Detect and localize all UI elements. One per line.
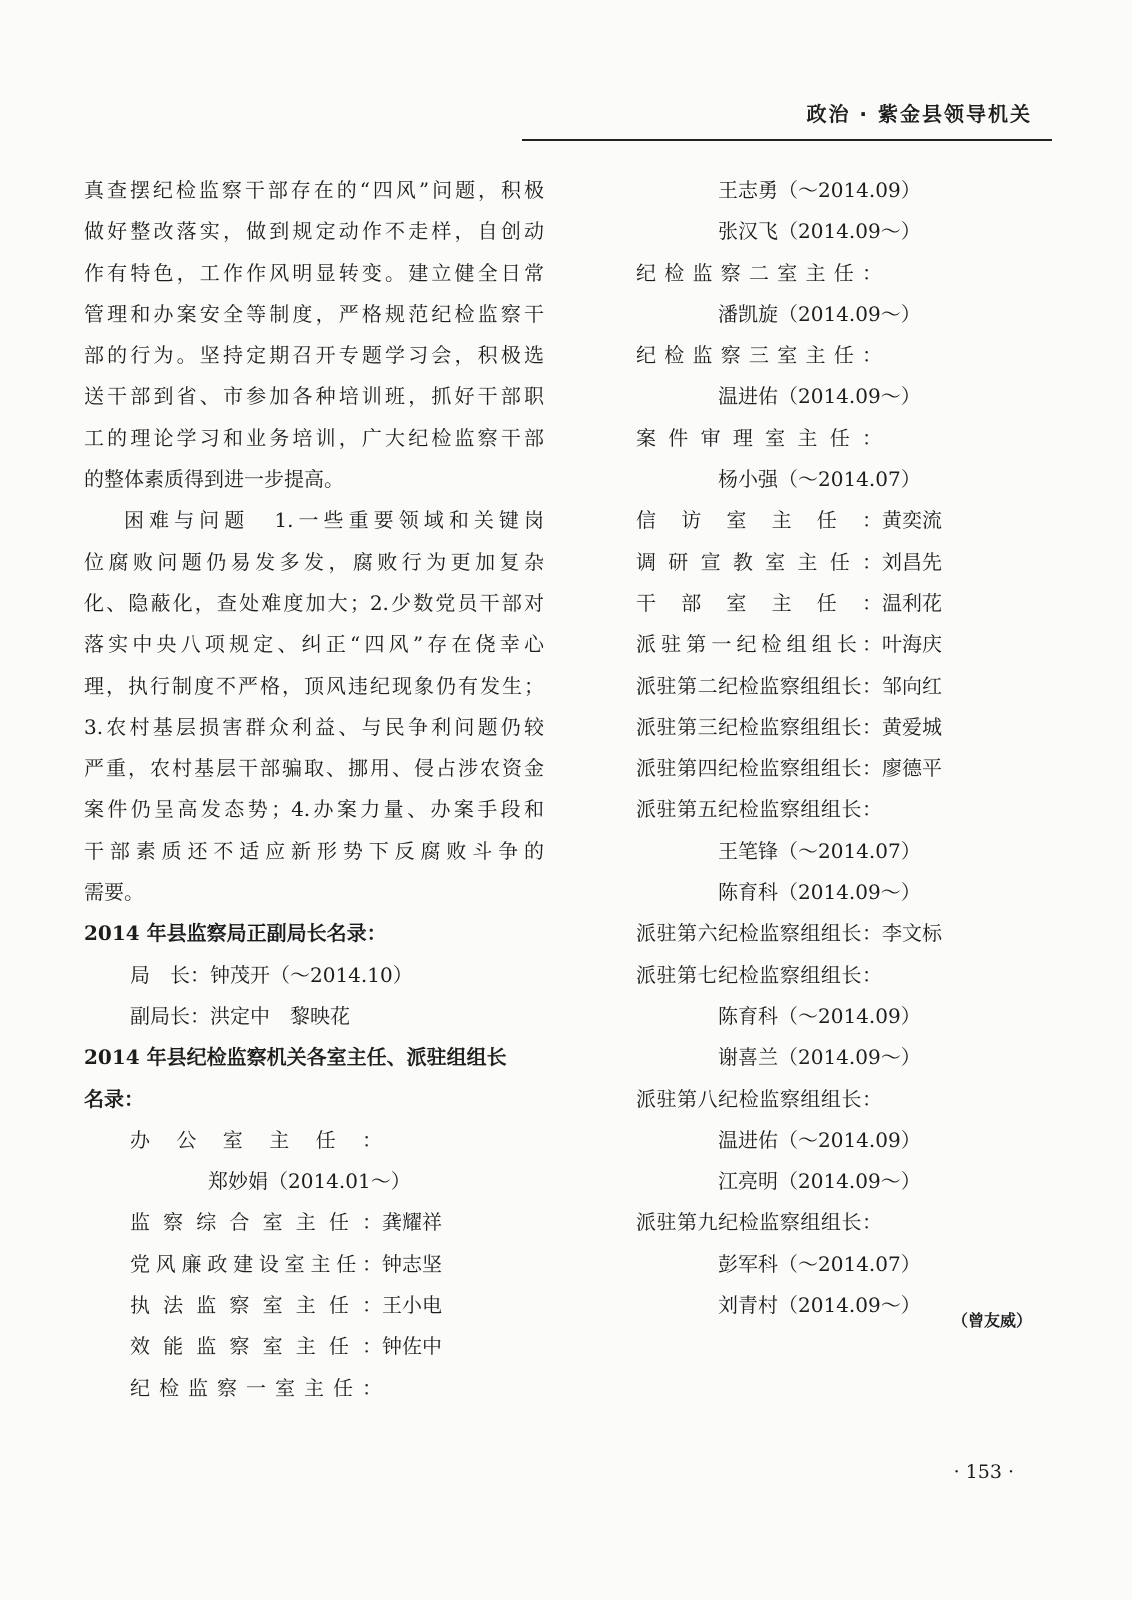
roster-heading: 2014 年县纪检监察机关各室主任、派驻组组长 [84,1045,507,1070]
right-column [636,170,986,1326]
roster-entry [84,1368,544,1409]
roster-person: 谢喜兰（2014.09～） [718,1045,921,1070]
roster-entry [636,748,986,789]
body-line: 化、隐蔽化，查处难度加大；2.少数党员干部对 [84,590,544,615]
roster-entry: 副局长：洪定中 黎映花 [130,1003,350,1028]
body-line: 送干部到省、市参加各种培训班，抓好干部职 [84,384,544,409]
person-name: 钟志坚 [382,1251,442,1276]
person-name: 龚耀祥 [382,1210,442,1235]
office-title: 党风廉政建设室主任： [130,1251,382,1276]
office-title: 执法监察室主任： [130,1293,382,1318]
roster-person: 温进佑（～2014.09） [718,1127,921,1152]
office-title: 案件审理室主任： [636,425,882,450]
body-line: 3.农村基层损害群众利益、与民争利问题仍较 [84,714,544,739]
office-title: 派驻第二纪检监察组组长： [636,673,882,698]
roster-person: 江亮明（2014.09～） [718,1169,921,1194]
body-line: 困难与问题 1.一些重要领域和关键岗 [124,508,544,533]
person-name: 李文标 [882,921,942,946]
office-title: 效能监察室主任： [130,1334,382,1359]
person-name: 廖德平 [882,756,942,781]
roster-heading-cont: 名录： [84,1086,144,1111]
person-name: 黄爱城 [882,714,942,739]
body-line: 做好整改落实，做到规定动作不走样，自创动 [84,219,544,244]
roster-entry [636,500,986,541]
person-name: 王小电 [382,1293,442,1318]
office-title: 纪检监察二室主任： [636,260,882,285]
office-title: 派驻第六纪检监察组组长： [636,921,882,946]
roster-entry [636,707,986,748]
roster-person: 杨小强（～2014.07） [718,467,921,492]
person-name: 邹向红 [882,673,942,698]
body-line: 干部素质还不适应新形势下反腐败斗争的 [84,838,544,863]
left-column [84,170,544,1409]
roster-person: 张汉飞（2014.09～） [718,219,921,244]
office-title: 派驻第四纪检监察组组长： [636,756,882,781]
header-rule [522,139,1052,141]
roster-entry: 局 长：钟茂开（～2014.10） [130,962,413,987]
body-line: 工的理论学习和业务培训，广大纪检监察干部 [84,425,544,450]
office-title: 纪检监察三室主任： [636,343,882,368]
roster-heading: 2014 年县监察局正副局长名录： [84,921,387,946]
office-title: 监察综合室主任： [130,1210,382,1235]
office-title: 派驻第三纪检监察组组长： [636,714,882,739]
office-title: 调研宣教室主任： [636,549,882,574]
author-signature: （曾友威） [951,1311,1032,1330]
office-title: 干部室主任： [636,590,882,615]
person-name: 黄奕流 [882,508,942,533]
body-line: 需要。 [84,880,144,905]
person-name: 温利花 [882,590,942,615]
body-line: 位腐败问题仍易发多发，腐败行为更加复杂 [84,549,544,574]
roster-entry [636,666,986,707]
roster-person: 陈育科（～2014.09） [718,1003,921,1028]
roster-entry [636,913,986,954]
office-title: 信访室主任： [636,508,882,533]
person-name: 叶海庆 [882,632,942,657]
person-name: 钟佐中 [382,1334,442,1359]
office-title: 派驻第八纪检监察组组长： [636,1086,882,1111]
body-line: 部的行为。坚持定期召开专题学习会，积极选 [84,343,544,368]
body-line: 的整体素质得到进一步提高。 [84,467,344,492]
roster-entry [636,624,986,665]
body-line: 作有特色，工作作风明显转变。建立健全日常 [84,260,544,285]
roster-entry [636,583,986,624]
body-line: 落实中央八项规定、纠正“四风”存在侥幸心 [84,632,544,657]
roster-entry [84,1244,544,1285]
roster-entry [84,1202,544,1243]
roster-entry [636,542,986,583]
roster-person: 彭军科（～2014.07） [718,1251,921,1276]
office-title: 派驻第五纪检监察组组长： [636,797,882,822]
body-line: 案件仍呈高发态势；4.办案力量、办案手段和 [84,797,544,822]
body-line: 理，执行制度不严格，顶风违纪现象仍有发生； [84,673,544,698]
roster-entry [84,1285,544,1326]
body-line: 严重，农村基层干部骗取、挪用、侵占涉农资金 [84,756,544,781]
roster-person: 王笔锋（～2014.07） [718,838,921,863]
roster-entry [84,1326,544,1367]
office-title: 派驻第七纪检监察组组长： [636,962,882,987]
body-line: 管理和办案安全等制度，严格规范纪检监察干 [84,301,544,326]
office-title: 纪检监察一室主任： [130,1375,382,1400]
roster-person: 刘青村（2014.09～） [718,1293,921,1318]
office-title: 办公室主任： [130,1127,382,1152]
body-line: 真查摆纪检监察干部存在的“四风”问题，积极 [84,178,544,202]
roster-person: 潘凯旋（2014.09～） [718,301,921,326]
roster-person: 陈育科（2014.09～） [718,880,921,905]
office-title: 派驻第一纪检组组长： [636,632,882,657]
person-name: 刘昌先 [882,549,942,574]
page-number: · 153 · [953,1461,1014,1483]
roster-person: 王志勇（～2014.09） [718,178,921,202]
roster-entry [84,1120,544,1161]
running-header: 政治 · 紫金县领导机关 [806,102,1032,126]
roster-person: 温进佑（2014.09～） [718,384,921,409]
roster-person: 郑妙娟（2014.01～） [208,1169,411,1194]
office-title: 派驻第九纪检监察组组长： [636,1210,882,1235]
